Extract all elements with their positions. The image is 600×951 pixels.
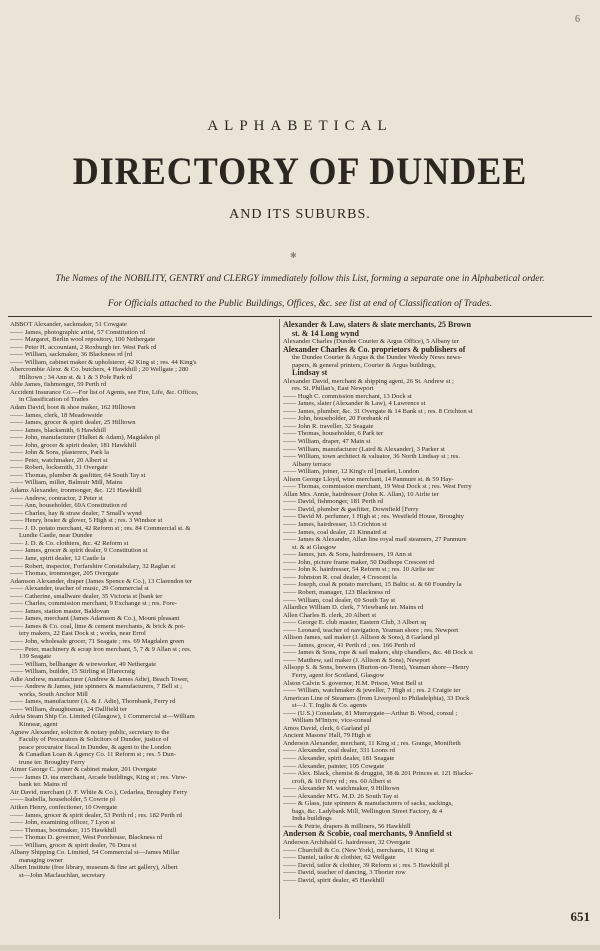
directory-entry: —— David, teacher of dancing, 3 Thorter row [283,869,406,877]
directory-entry: 139 Seagate [19,653,52,661]
top-divider [8,316,592,317]
directory-entry: —— John, grocer & spirit dealer, 181 Hawkhill [10,441,137,449]
directory-entry: —— Leonard, teacher of navigation, Yeaman shore ; res. Newport [283,626,459,634]
directory-entry: tery makers, 22 East Dock st ; works, near Errol [19,630,146,638]
directory-entry: Anderson Archibald G. hairdresser, 32 Overgate [283,838,411,846]
directory-entry: —— Alexander, painter, 105 Cowgate [283,762,385,770]
directory-entry: —— James, grocer & spirit dealer, 9 Constitution st [10,547,148,555]
directory-entry: —— William, coal dealer, 69 South Tay st [283,596,396,604]
directory-entry: —— Thomas D. governor, West Poorhouse, Blackness rd [10,834,163,842]
directory-entry: —— Robert, locksmith, 31 Overgate [10,464,108,472]
directory-entry: —— Henry, hosier & glover, 5 High st ; res. 3 Windsor st [10,517,163,525]
directory-entry: Lundie Castle, near Dundee [19,532,93,540]
directory-entry: Albert Institute (free library, museum & fine art gallery), Albert [10,864,178,872]
directory-entry: —— William, builder, 15 Stirling st [Harecraig [10,668,135,676]
directory-entry: Air David, merchant (J. F. White & Co.), Cedarlea, Broughty Ferry [10,788,188,796]
directory-entry: Alexander Charles (Dundee Courier & Argus Office), 5 Albany ter [283,338,459,345]
directory-entry: —— William, sackmaker, 36 Blackness rd [rd [10,351,133,359]
directory-entry: —— Matthew, sail maker (J. Allison & Sons), Newport [283,656,430,664]
directory-entry: Aimer George C. joiner & cabinet maker, 201 Overgate [10,766,157,774]
directory-entry: —— Margaret, Berlin wool repository, 100 Nethergate [10,336,156,344]
directory-entry: —— & Petrie, drapers & milliners, 56 Hawkhill [283,822,411,830]
directory-entry: bags, &c. Ladybank Mill, Wellington Street Factory, & 4 [292,807,443,815]
directory-entry: —— Thomas, ironmonger, 205 Overgate [10,570,119,578]
directory-entry: —— Robert, inspector, Forfarshire Constabulary, 32 Raglan st [10,562,176,570]
directory-entry: peace procurator fiscal in Dundee, & agent to the London [19,743,171,751]
directory-entry: —— David M. perfumer, 1 High st ; res. Westfield House, Broughty [283,513,464,521]
heading-alphabetical: ALPHABETICAL [207,118,393,134]
directory-entry: —— J. D. & Co. clothiers, &c. 42 Reform st [10,539,129,547]
directory-entry: —— Peter, machinery & scrap iron merchant, 5, 7 & 9 Allan st ; res. [10,645,192,653]
directory-entry: —— Andrew & James, jute spinners & manufacturers, 7 Bell st ; [10,683,182,691]
directory-entry: —— James, grocer & spirit dealer, 25 Hilltown [10,419,136,427]
directory-entry: & Canadian Loan & Agency Co. 11 Reform st ; res. 5 Dun- [19,751,176,759]
directory-entry: Adria Steam Ship Co. Limited (Glasgow), 1 Commercial st—William [10,713,195,721]
directory-entry: —— Thomas, commission merchant, 19 West Dock st ; res. West Ferry [283,483,472,491]
directory-entry: —— Churchill & Co. (New York), merchants, 11 King st [283,846,435,854]
corner-mark: 6 [575,14,580,25]
directory-entry: —— & Glass, jute spinners & manufacturers of sacks, sackings, [283,800,453,808]
right-column [283,321,589,884]
directory-entry: —— John, wholesale grocer, 71 Seagate ; res. 69 Magdalen green [10,637,185,645]
directory-entry: Faculty of Procurators & Solicitors of Dundee, justice of [19,736,169,744]
directory-entry: —— Alexander, coal dealer, 331 Loons rd [283,747,395,755]
directory-entry: —— Andrew, contractor, 2 Peter st [10,494,103,502]
directory-entry: ABBOT Alexander, sackmaker, 51 Cowgate [10,321,127,328]
directory-entry: —— Charles, commission merchant, 9 Exchange st ; res. Fore- [10,600,178,608]
directory-entry: —— James, blacksmith, 6 Hawkhill [10,426,106,434]
directory-entry: croft, & 10 Ferry rd ; res. 60 Albert st [292,777,392,785]
directory-entry: —— Alexander, spirit dealer, 181 Seagate [283,754,395,762]
directory-entry: bank ter. Mains rd [19,781,67,789]
directory-entry: managing owner [19,856,64,864]
directory-entry: —— J. D. potato merchant, 42 Reform st ; res. 84 Commercial st. & [10,524,191,532]
directory-entry: —— Thomas, householder, 6 Park ter [283,430,384,438]
directory-entry: —— Daniel, tailor & clothier, 62 Wellgate [283,854,396,862]
note-nobility: The Names of the NOBILITY, GENTRY and CLERGY immediately follow this List, forming a separate one in Alphabetical order. [55,274,545,284]
directory-entry: —— William, town architect & valuator, 36 North Lindsay st ; res. [283,453,460,461]
directory-entry: —— James, slater (Alexander & Law), 4 Lawrence st [283,400,426,408]
directory-entry: —— William, grocer & spirit dealer, 76 Dura st [10,841,137,849]
directory-entry: res. St. Phillan's, East Newport [292,385,374,393]
page-number: 651 [570,909,590,924]
directory-entry: —— John & Sons, plasterers, Park la [10,449,109,457]
directory-entry: Able James, fishmonger, 59 Perth rd [10,381,107,389]
directory-entry: —— James, clerk, 18 Meadowside [10,411,103,419]
directory-entry: Anderson Alexander, merchant, 11 King st ; res. Grange, Monifieth [283,739,461,747]
directory-entry: —— Thomas, bootmaker, 115 Hawkhill [10,826,117,834]
directory-entry: —— David, fishmonger, 181 Perth rd [283,498,383,506]
ornament-asterisk-icon: ✱ [290,251,297,260]
directory-entry: Lindsay st [292,369,328,378]
directory-entry: —— James & Co. coal, lime & cement merchants, & brick & pot- [10,622,186,630]
directory-entry: st. & at Glasgow [292,543,337,551]
directory-entry: Alexander David, merchant & shipping agent, 26 St. Andrew st ; [283,377,454,385]
page-edge [0,945,600,951]
directory-entry: trune ter. Broughty Ferry [19,758,85,766]
directory-entry: —— William, miller, Balmuir Mill, Mains [10,479,123,487]
directory-entry: —— Peter H. accountant, 2 Roxburgh ter. West Park rd [10,343,157,351]
directory-entry: —— James, plumber, &c. 31 Overgate & 14 Bank st ; res. 8 Crichton st [283,407,473,415]
directory-entry: —— Alexander M'G. M.D. 26 South Tay st [283,792,399,800]
directory-entry: Agnew Alexander, solicitor & notary public, secretary to the [10,728,170,736]
directory-entry: —— John, examining officer, 7 Lyon st [10,819,116,827]
page-title: DIRECTORY OF DUNDEE [72,149,528,193]
directory-entry: —— James, merchant (James Adamson & Co.), Mount pleasant [10,615,180,623]
directory-entry: —— Peter, watchmaker, 20 Albert st [10,456,108,464]
directory-entry: st—John Maclauchlan, secretary [19,871,106,879]
directory-entry: —— Robert, manager, 123 Blackness rd [283,588,391,596]
directory-entry: Accident Insurance Co.—For list of Agents, see Fire, Life, &c. Offices, [10,388,199,396]
directory-entry: —— James, coal dealer, 21 Kinnaird st [283,528,387,536]
directory-entry: William M'Intyre, vice-consul [292,717,372,725]
directory-entry: —— William, manufacturer (Laird & Alexander), 3 Parker st [283,445,445,453]
directory-entry: —— (U.S.) Consulate, 81 Murraygate—Arthur B. Wood, consul ; [283,709,458,717]
directory-entry: —— William, draughtsman, 24 Dallfield ter [10,705,127,713]
directory-entry: —— William, draper, 47 Main st [283,438,371,446]
directory-entry: Adams Alexander, ironmonger, &c. 121 Hawkhill [10,487,142,495]
directory-entry: Ferry, agent for Scotland, Glasgow [292,671,385,679]
directory-entry: Ancient Masons' Hall, 79 High st [283,732,371,740]
directory-entry: Allsopp S. & Sons, brewers (Burton-on-Trent), Yeaman shore—Henry [283,664,470,672]
directory-entry: —— James & Alexander, Allan line royal mail steamers, 27 Panmure [283,536,467,544]
directory-entry: —— Alex. Black, chemist & druggist, 38 & 201 Princes st. 121 Blacks- [283,770,474,778]
directory-entry: Alison George Lloyd, wine merchant, 14 Panmure st. & 59 Hay- [283,475,454,483]
heading-suburbs: AND ITS SUBURBS. [229,207,371,222]
directory-entry: —— Thomas, plumber & gasfitter, 64 South Tay st [10,471,146,479]
directory-entry: Allan Mrs. Annie, hairdresser (John K. Allan), 10 Airlie ter [283,490,439,498]
directory-entry: —— William, joiner, 12 King's rd [market, London [283,468,420,476]
directory-entry: Adie Andrew, manufacturer (Andrew & James Adie), Beach Tower, [10,675,189,683]
directory-entry: Adam David, boot & shoe maker, 162 Hilltown [10,404,136,412]
directory-entry: Allardice William D. clerk, 7 Viewbank ter. Mains rd [283,604,424,612]
directory-entry: —— James D. tea merchant, Arcade buildings, King st ; res. View- [10,773,188,781]
directory-entry: —— John K. hairdresser, 54 Reform st ; res. 10 Airlie ter [283,566,435,574]
directory-entry: —— James, manufacturer (A. & J. Adie), Thornbank, Ferry rd [10,698,176,706]
directory-entry: Amos David, clerk, 6 Garland pl [283,724,370,732]
directory-entry: Alston Calvin S. governor, H.M. Prison, West Bell st [283,679,423,687]
directory-entry: st. & 14 Long wynd [292,329,359,338]
directory-entry: the Dundee Courier & Argus & the Dundee Weekly News news- [292,354,463,362]
directory-entry: Kinnear, agent [19,720,58,728]
directory-entry: Albany terrace [292,460,331,468]
directory-entry: Hilltown ; 34 Ann st. & 1 & 3 Pole Park rd [19,373,133,381]
directory-entry: papers, & general printers, Courier & Argus buildings, [292,361,436,369]
directory-entry: —— John, manufacturer (Halket & Adam), Magdalen pl [10,434,160,442]
directory-entry: —— James, jun. & Sons, hairdressers, 19 Ann st [283,551,412,559]
directory-entry: Albany Shipping Co. Limited, 54 Commercial st—James Millar [10,849,180,857]
directory-entry: —— Ann, householder, 69A Constitution rd [10,502,127,510]
directory-entry: —— Joseph, coal & potato merchant, 15 Baltic st. & 60 Foundry la [283,581,462,589]
directory-entry: —— David, spirit dealer, 45 Hawkhill [283,876,385,884]
directory-entry: —— David, plumber & gasfitter, Downfield [Ferry [283,505,419,513]
directory-entry: works, South Anchor Mill [19,690,88,698]
directory-entry: Aitken Henry, confectioner, 10 Overgate [10,804,118,811]
directory-entry: American Line of Steamers (from Liverpool to Philadelphia), 33 Dock [283,694,470,702]
directory-entry: Allison James, sail maker (J. Allison & Sons), 8 Garland pl [283,634,440,642]
directory-entry: —— James, grocer & spirit dealer, 53 Perth rd ; res. 182 Perth rd [10,811,182,819]
directory-entry: —— William, bellhanger & wireworker, 49 Nethergate [10,660,157,668]
directory-entry: —— Charles, hay & straw dealer, 7 Small's wynd [10,509,142,517]
note-officials: For Officials attached to the Public Buildings, Offices, &c. see list at end of Classification of Trades. [107,299,493,309]
directory-entry: st—J. T. Inglis & Co. agents [292,702,367,710]
directory-entry: —— William, watchmaker & jeweller, 7 High st ; res. 2 Craigie ter [283,687,461,695]
directory-entry: —— Johnston R. coal dealer, 4 Crescent la [283,573,397,581]
directory-entry: —— David, tailor & clothier, 39 Reform st ; res. 5 Hawkhill pl [283,861,450,869]
directory-entry: —— James & Sons, rope & sail makers, ship chandlers, &c. 48 Dock st [283,649,473,657]
directory-entry: —— James, station master, Baldovan [10,607,110,615]
directory-entry: Alexander & Law, slaters & slate merchants, 25 Brown [283,321,471,329]
directory-entry: —— Alexander M. watchmaker, 9 Hilltown [283,785,400,793]
directory-entry: —— Catherine, smallware dealer, 35 Victoria st [bank ter [10,592,163,600]
directory-entry: Alexander Charles & Co. proprietors & publishers of [283,345,466,354]
directory-entry: —— Jane, spirit dealer, 12 Castle la [10,554,106,562]
directory-entry: —— William, cabinet maker & upholsterer, 42 King st ; res. 44 King's [10,358,197,366]
directory-entry: India buildings [292,815,332,823]
directory-entry: in Classification of Trades [19,396,89,404]
directory-entry: —— James, photographic artist, 57 Constitution rd [10,328,146,336]
directory-entry: Abercrombie Alexr. & Co. butchers, 4 Hawkhill ; 20 Wellgate ; 280 [10,366,189,374]
directory-entry: —— John, householder, 20 Forebank rd [283,415,390,423]
left-column [10,321,275,879]
directory-entry: Adamson Alexander, draper (James Spence & Co.), 13 Clarendon ter [10,577,193,585]
directory-entry: Allen Charles B. clerk, 20 Albert st [283,611,377,619]
directory-entry: —— Alexander, teacher of music, 29 Commercial st [10,585,149,593]
directory-entry: —— James, grocer, 41 Perth rd ; res. 166 Perth rd [283,641,416,649]
directory-entry: —— James, hairdresser, 13 Crichton st [283,521,387,529]
directory-entry: —— Hugh C. commission merchant, 13 Dock st [283,392,412,400]
directory-entry: —— George E. club master, Eastern Club, 3 Albert sq [283,619,427,627]
directory-entry: —— John, picture frame maker, 50 Dudhope Crescent rd [283,558,435,566]
directory-entry: —— John R. traveller, 32 Seagate [283,422,374,430]
directory-entry: Anderson & Scobie, coal merchants, 9 Annfield st [283,830,452,839]
directory-entry: —— Isabella, householder, 5 Cowrie pl [10,796,116,804]
column-divider [279,319,280,919]
